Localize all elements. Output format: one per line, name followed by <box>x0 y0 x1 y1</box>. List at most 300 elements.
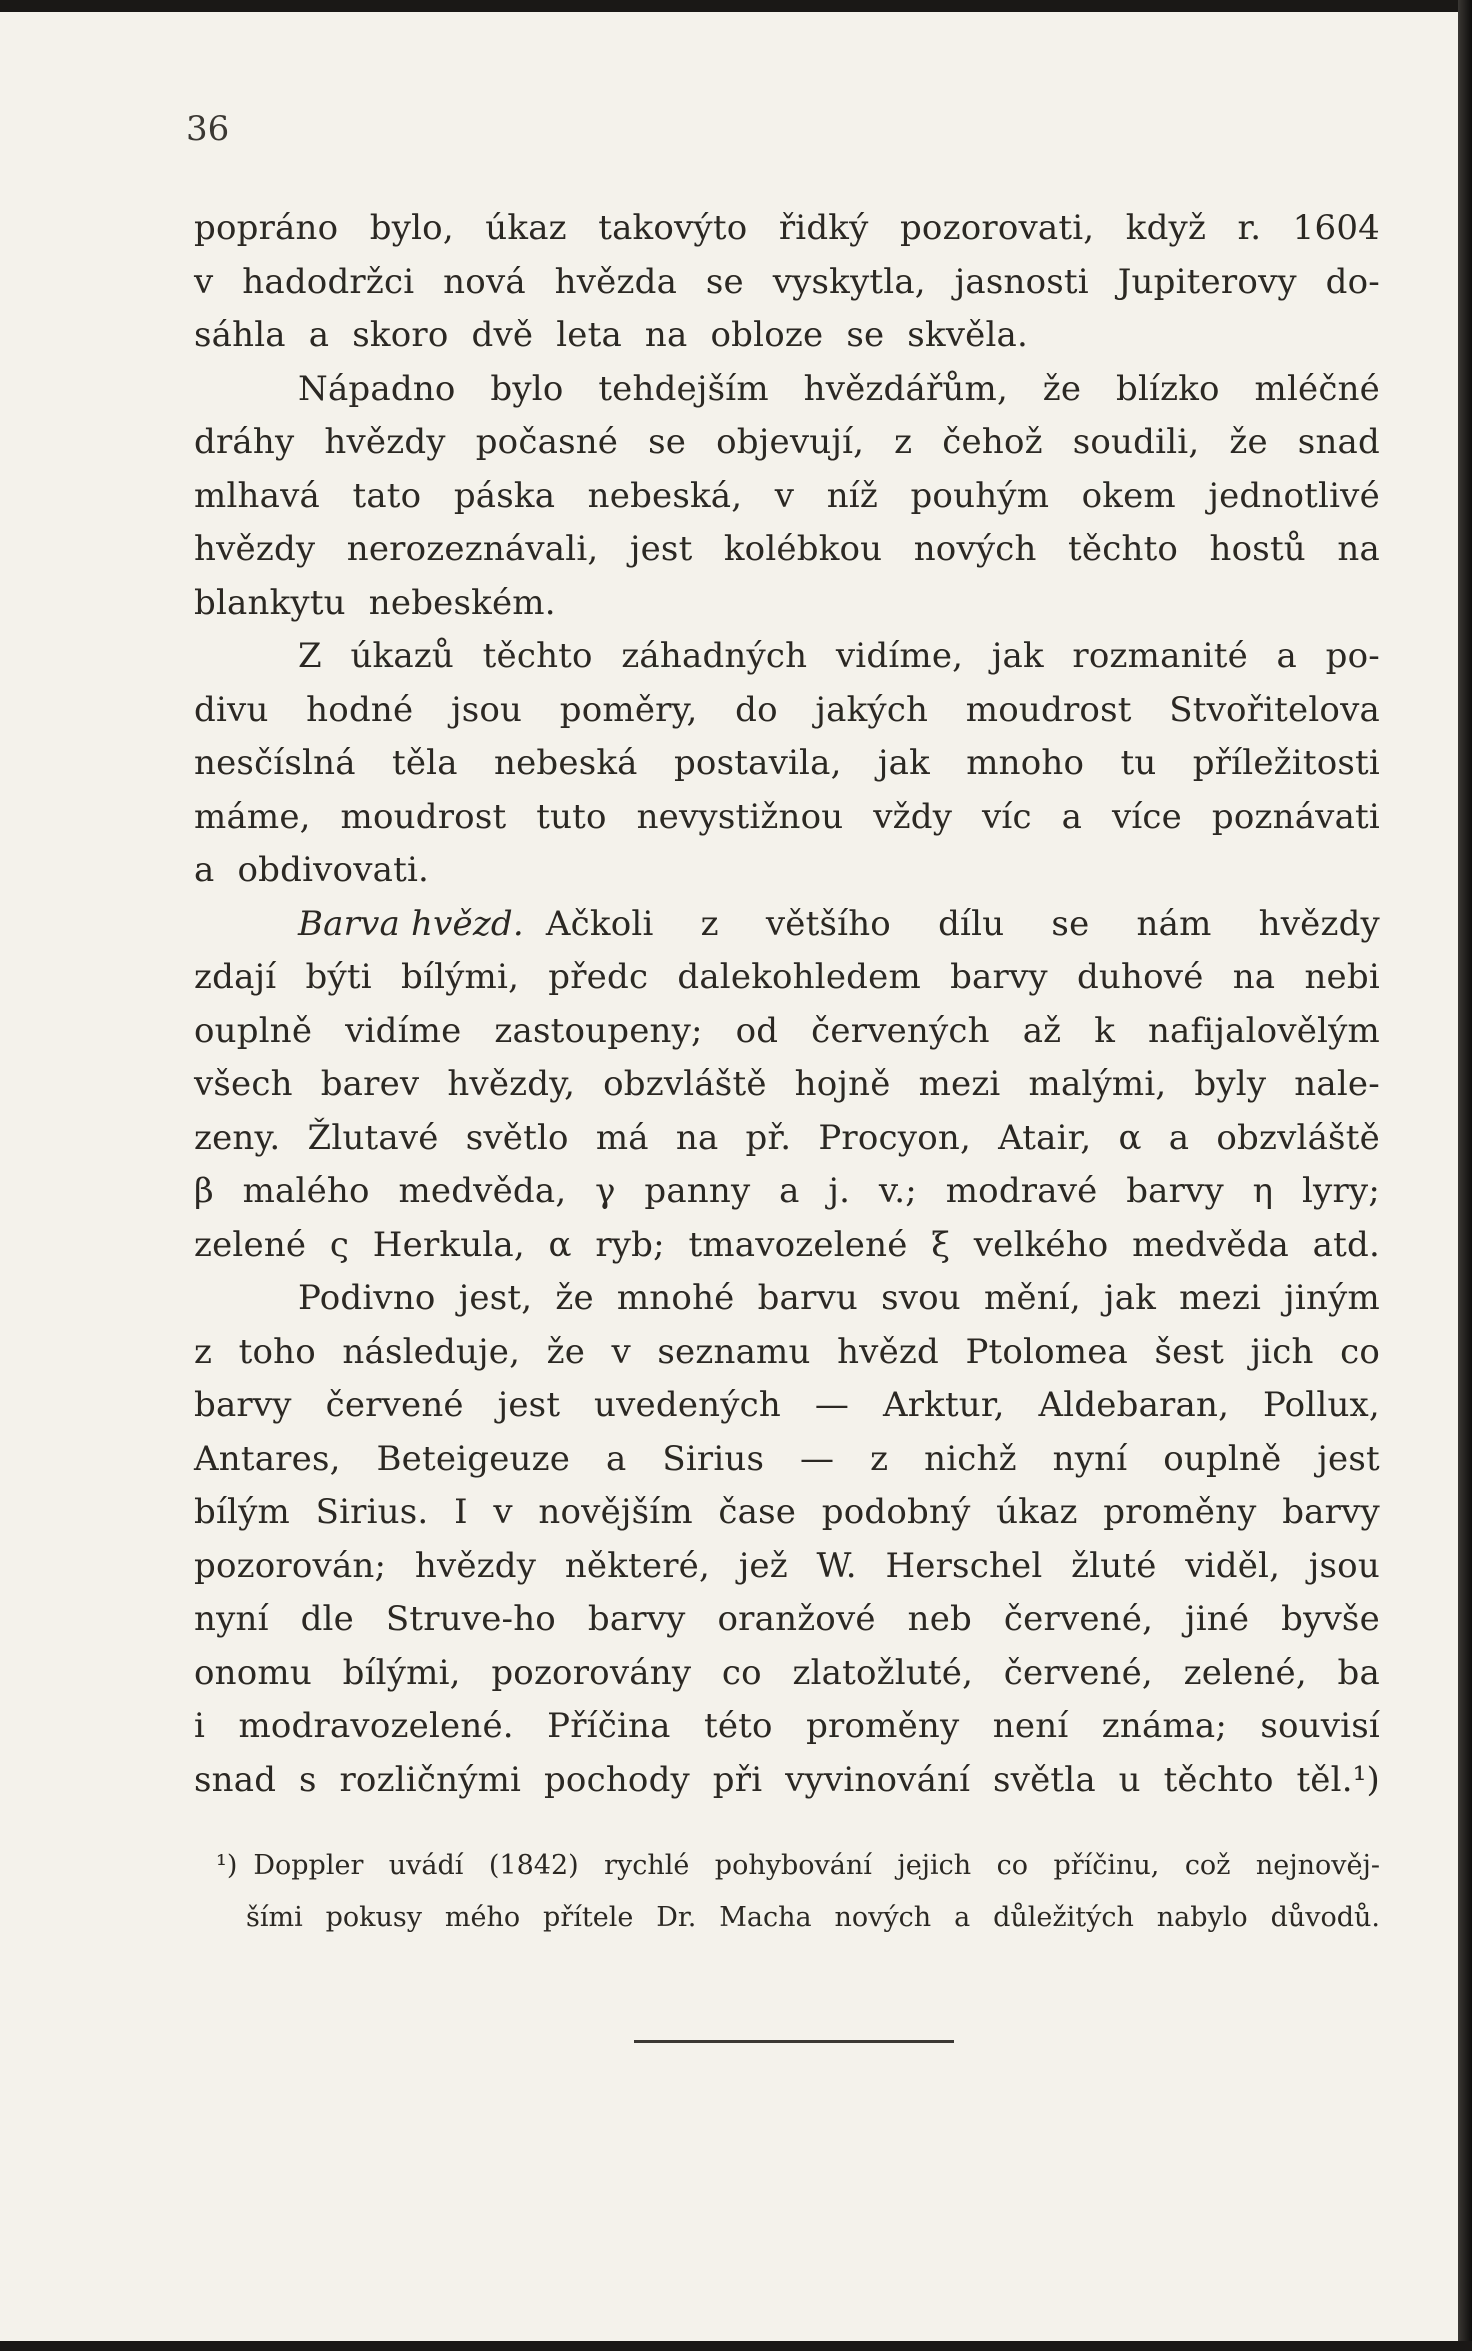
word: z <box>894 422 913 462</box>
word: hvězdy <box>194 529 316 569</box>
word: divu <box>194 689 269 730</box>
word: j. <box>828 1171 851 1211</box>
word: nových <box>913 529 1037 569</box>
word: počasné <box>475 422 619 462</box>
word: hvězdy <box>324 422 446 462</box>
word: poznávati <box>1211 796 1380 837</box>
word: žluté <box>1071 1545 1157 1586</box>
word: bílými, <box>401 957 520 997</box>
word: toho <box>238 1331 316 1372</box>
word: pozorovány <box>491 1652 692 1693</box>
word: zelené, <box>1183 1652 1307 1693</box>
word: dle <box>300 1599 354 1639</box>
word: světla <box>993 1759 1096 1800</box>
text-line <box>194 1058 1380 1112</box>
word: oranžové <box>717 1599 876 1639</box>
word: pozorován; <box>194 1545 387 1586</box>
word: souvisí <box>1260 1706 1380 1746</box>
word: jednotlivé <box>1208 475 1380 516</box>
word: červených <box>811 1010 990 1051</box>
word: hvězdy <box>414 1545 537 1586</box>
word: bílým <box>194 1492 290 1532</box>
word: mnoho <box>966 743 1085 783</box>
word: z <box>194 1331 213 1372</box>
word: se <box>705 261 744 302</box>
word: Ptolomea <box>965 1331 1129 1372</box>
word: jiným <box>1284 1278 1380 1318</box>
word: velkého <box>973 1224 1109 1265</box>
word: objevují, <box>716 422 865 462</box>
word: Doppler <box>253 1850 364 1881</box>
word: seznamu <box>657 1331 811 1372</box>
word: Procyon, <box>818 1117 971 1158</box>
scan-edge-right <box>1458 0 1472 2351</box>
word: páska <box>453 475 556 516</box>
word: a <box>1168 1117 1190 1158</box>
word: modravé <box>945 1171 1098 1211</box>
word: býti <box>305 957 372 997</box>
word: a <box>954 1902 971 1933</box>
word: jak <box>1104 1278 1157 1318</box>
word: γ <box>595 1171 616 1211</box>
word: následuje, <box>342 1331 521 1372</box>
word: úkaz <box>485 208 567 248</box>
word: nevystižnou <box>636 796 844 837</box>
word: panny <box>644 1171 751 1211</box>
body-text <box>194 202 1380 1807</box>
text-line <box>194 1647 1380 1701</box>
word: v <box>611 1331 631 1372</box>
word: když <box>1125 208 1207 248</box>
word: hvězdy, <box>447 1064 576 1104</box>
word: na <box>675 1117 719 1158</box>
word: k <box>1094 1010 1116 1051</box>
word: v <box>774 475 795 516</box>
word: se <box>1051 903 1090 944</box>
word: obzvláště <box>1216 1117 1380 1158</box>
word: čase <box>718 1492 797 1532</box>
word: těchto <box>1163 1759 1274 1800</box>
word: barvy <box>194 1385 292 1425</box>
word: snad <box>1297 422 1380 462</box>
word: níž <box>826 475 878 516</box>
word: z <box>870 1438 889 1479</box>
word: vyskytla, <box>772 261 926 302</box>
word: na <box>1232 957 1276 997</box>
word: moudrost <box>340 796 507 837</box>
word: modravozelené. <box>238 1706 514 1746</box>
word: tmavozelené <box>688 1224 908 1265</box>
word: β <box>194 1171 214 1211</box>
word: až <box>1022 1010 1062 1051</box>
word: jsou <box>1308 1545 1380 1586</box>
word: mezi <box>918 1064 1001 1104</box>
word: zdají <box>194 957 277 997</box>
word: nerozeznávali, <box>346 529 599 569</box>
word: jsou <box>450 689 523 730</box>
footnotes <box>194 1840 1380 1944</box>
word: a <box>779 1171 800 1211</box>
word: vyvinování <box>785 1759 971 1800</box>
text-line <box>194 791 1380 845</box>
word: má <box>595 1117 649 1158</box>
word: šest <box>1154 1331 1224 1372</box>
word: novějším <box>538 1492 693 1532</box>
word: zelené <box>194 1224 307 1265</box>
word: a <box>1276 636 1298 676</box>
text-line <box>194 416 1380 470</box>
text-line <box>194 1219 1380 1273</box>
word: uvádí <box>388 1850 464 1881</box>
text-line <box>194 1700 1380 1754</box>
word: ba <box>1337 1652 1380 1693</box>
word: nová <box>443 261 526 302</box>
word: známa; <box>1101 1706 1227 1746</box>
word: viděl, <box>1185 1545 1281 1586</box>
word: Podivno <box>298 1278 436 1318</box>
word: jiné <box>1184 1599 1250 1639</box>
word: proměny <box>1103 1492 1257 1532</box>
word: r. <box>1237 208 1262 248</box>
word: 1604 <box>1292 208 1380 248</box>
text-line-rest <box>546 898 1380 952</box>
word: atd. <box>1312 1224 1380 1265</box>
word: barvy <box>1282 1492 1380 1532</box>
word: jest <box>629 529 693 569</box>
text-line <box>194 1754 1380 1808</box>
word: zastoupeny; <box>494 1010 703 1051</box>
word: nafijalovělým <box>1147 1010 1380 1051</box>
word: onomu <box>194 1652 312 1693</box>
word: nichž <box>924 1438 1017 1479</box>
word: důležitých <box>993 1902 1134 1933</box>
word: lyry; <box>1301 1171 1380 1211</box>
word: mezi <box>1179 1278 1262 1318</box>
word: co <box>996 1850 1029 1881</box>
text-line <box>194 1486 1380 1540</box>
word: duhové <box>1076 957 1204 997</box>
word: máme, <box>194 796 311 837</box>
word: důvodů. <box>1270 1902 1380 1933</box>
word: jak <box>991 636 1044 676</box>
footnote-mark: ¹) <box>216 1850 238 1881</box>
text-line: a obdivovati. <box>194 850 430 890</box>
word: úkazů <box>350 636 455 676</box>
word: všech <box>194 1064 293 1104</box>
word: Herkula, <box>372 1224 525 1265</box>
word: co <box>721 1652 762 1693</box>
text-line <box>194 1165 1380 1219</box>
text-line: blankytu nebeském. <box>194 582 556 623</box>
word: ξ <box>931 1224 951 1265</box>
word: s <box>299 1759 317 1800</box>
word: dalekohledem <box>677 957 921 997</box>
word: Příčina <box>547 1706 671 1746</box>
text-line <box>194 1112 1380 1166</box>
word: Beteigeuze <box>376 1438 571 1479</box>
word: hadodržci <box>242 261 415 302</box>
word: v <box>194 261 214 302</box>
word: těchto <box>1068 529 1179 569</box>
text-line <box>194 1005 1380 1059</box>
word: α <box>548 1224 572 1265</box>
footnote-line <box>194 1892 1380 1944</box>
word: kolébkou <box>723 529 883 569</box>
word: pohybování <box>714 1850 872 1881</box>
text-line <box>194 1272 1380 1326</box>
word: Jupiterovy <box>1117 261 1297 302</box>
word: předc <box>548 957 649 997</box>
word: barvu <box>757 1278 858 1318</box>
word: W. <box>816 1545 857 1586</box>
word: (1842) <box>488 1850 579 1881</box>
word: rozmanité <box>1072 636 1248 676</box>
footnote-line <box>194 1840 1380 1892</box>
word: — <box>814 1385 850 1425</box>
word: od <box>735 1010 779 1051</box>
word: barvy <box>950 957 1048 997</box>
word: moudrost <box>965 689 1132 730</box>
word: nesčíslná <box>194 743 356 783</box>
word: rychlé <box>604 1850 690 1881</box>
word: při <box>712 1759 763 1800</box>
word: malými, <box>1028 1064 1167 1104</box>
text-line <box>194 363 1380 417</box>
word: mění, <box>983 1278 1081 1318</box>
word: úkaz <box>996 1492 1078 1532</box>
word: po- <box>1325 636 1380 676</box>
word: medvěda <box>1132 1224 1289 1265</box>
word: vždy <box>873 796 953 837</box>
word: zlatožluté, <box>792 1652 974 1693</box>
word: uvedených <box>594 1385 782 1425</box>
text-line <box>194 202 1380 256</box>
word: Sirius <box>662 1438 765 1479</box>
word: těchto <box>482 636 593 676</box>
word: rozličnými <box>339 1759 522 1800</box>
word: víc <box>982 796 1032 837</box>
word: jak <box>877 743 930 783</box>
word: — <box>800 1438 835 1479</box>
word: tuto <box>536 796 607 837</box>
word: poměry, <box>559 689 698 730</box>
word: jest, <box>458 1278 533 1318</box>
end-rule <box>634 2040 954 2043</box>
word: Z <box>298 636 322 676</box>
word: dílu <box>938 903 1005 944</box>
word: η <box>1252 1171 1274 1211</box>
text-line: sáhla a skoro dvě leta na obloze se skvěla. <box>194 315 1029 355</box>
word: jasnosti <box>954 261 1089 302</box>
word: že <box>1229 422 1268 462</box>
word: těl.¹) <box>1296 1759 1380 1800</box>
word: a <box>605 1438 627 1479</box>
word: nových <box>834 1902 932 1933</box>
word: červené <box>325 1385 464 1425</box>
word: hojně <box>794 1064 891 1104</box>
word: šími <box>246 1902 303 1933</box>
word: barev <box>320 1064 420 1104</box>
word: zeny. <box>194 1117 281 1158</box>
word: Atair, <box>998 1117 1092 1158</box>
book-page <box>0 12 1458 2341</box>
text-line <box>194 256 1380 310</box>
text-line <box>194 1379 1380 1433</box>
word: ryb; <box>595 1224 665 1265</box>
word: podobný <box>821 1492 971 1532</box>
word: více <box>1111 796 1182 837</box>
word: mého <box>444 1902 521 1933</box>
word: neb <box>907 1599 972 1639</box>
word: hodné <box>306 689 414 730</box>
word: i <box>194 1706 206 1746</box>
word: nale- <box>1294 1064 1380 1104</box>
word: tehdejším <box>598 368 769 409</box>
word: hvězdy <box>1258 903 1380 944</box>
word: nebeská <box>494 743 638 783</box>
word: záhadných <box>621 636 808 676</box>
word: příčinu, <box>1053 1850 1160 1881</box>
word: Sirius. <box>315 1492 429 1532</box>
word: Stvořitelova <box>1169 689 1380 730</box>
text-line <box>194 737 1380 791</box>
word: jakých <box>815 689 929 730</box>
word: postavila, <box>673 743 842 783</box>
word: Macha <box>719 1902 812 1933</box>
word: nyní <box>194 1599 269 1639</box>
word: přítele <box>543 1902 634 1933</box>
word: v <box>493 1492 513 1532</box>
word: dráhy <box>194 422 295 462</box>
word: nebeská, <box>587 475 743 516</box>
word: mlhavá <box>194 475 320 516</box>
word: čehož <box>942 422 1043 462</box>
text-line <box>194 1433 1380 1487</box>
scan-edge-top <box>0 0 1472 12</box>
word: Dr. <box>656 1902 697 1933</box>
word: červené, <box>1003 1652 1153 1693</box>
word: jest <box>1317 1438 1380 1479</box>
word: nyní <box>1052 1438 1128 1479</box>
word: blízko <box>1116 368 1220 409</box>
word: v.; <box>878 1171 917 1211</box>
word: Herschel <box>885 1545 1043 1586</box>
word: bílými, <box>342 1652 461 1693</box>
word: jež <box>738 1545 788 1586</box>
text-line <box>194 684 1380 738</box>
word: okem <box>1081 475 1176 516</box>
word: svou <box>881 1278 961 1318</box>
word: světlo <box>465 1117 569 1158</box>
word: vidíme, <box>835 636 964 676</box>
word: se <box>648 422 687 462</box>
word: z <box>700 903 719 944</box>
word: α <box>1118 1117 1142 1158</box>
word: popráno <box>194 208 339 248</box>
text-line <box>194 1593 1380 1647</box>
word: Žlutavé <box>307 1117 439 1158</box>
word: do <box>735 689 778 730</box>
word: u <box>1118 1759 1141 1800</box>
word: pochody <box>543 1759 690 1800</box>
text-line <box>194 523 1380 577</box>
word: nám <box>1136 903 1212 944</box>
word: Ačkoli <box>545 903 654 944</box>
word: hvězda <box>554 261 678 302</box>
word: že <box>555 1278 594 1318</box>
word: mnohé <box>616 1278 735 1318</box>
word: obzvláště <box>603 1064 767 1104</box>
word: že <box>1042 368 1082 409</box>
word: nabylo <box>1156 1902 1248 1933</box>
word: tato <box>352 475 422 516</box>
scan-edge-bottom <box>0 2341 1472 2351</box>
footnote-text <box>253 1840 1380 1892</box>
word: Arktur, <box>882 1385 1005 1425</box>
word: malého <box>242 1171 370 1211</box>
word: ouplně <box>1163 1438 1282 1479</box>
word: a <box>1061 796 1083 837</box>
word: řidký <box>778 208 869 248</box>
text-line-with-heading <box>194 898 1380 952</box>
word: Antares, <box>194 1438 341 1479</box>
word: této <box>704 1706 773 1746</box>
word: jest <box>497 1385 561 1425</box>
word: bylo <box>490 368 564 409</box>
word: barvy <box>587 1599 686 1639</box>
word: pokusy <box>325 1902 423 1933</box>
word: Pollux, <box>1262 1385 1380 1425</box>
word: takovýto <box>598 208 748 248</box>
word: bylo, <box>369 208 454 248</box>
word: hvězd <box>837 1331 939 1372</box>
word: že <box>546 1331 586 1372</box>
word: jejich <box>897 1850 972 1881</box>
word: co <box>1340 1331 1380 1372</box>
word: ouplně <box>194 1010 313 1051</box>
word: což <box>1184 1850 1231 1881</box>
word: snad <box>194 1759 277 1800</box>
section-heading: Barva hvězd. <box>298 903 524 944</box>
word: mléčné <box>1254 368 1380 409</box>
word: ς <box>329 1224 350 1265</box>
word: příležitosti <box>1192 743 1380 783</box>
word: byly <box>1194 1064 1267 1104</box>
word: Aldebaran, <box>1038 1385 1230 1425</box>
word: na <box>1337 529 1380 569</box>
word: červené, <box>1003 1599 1154 1639</box>
word: většího <box>765 903 891 944</box>
word: těla <box>391 743 458 783</box>
word: I <box>454 1492 468 1532</box>
word: soudili, <box>1072 422 1200 462</box>
text-line <box>194 951 1380 1005</box>
word: Nápadno <box>298 368 456 409</box>
word: tu <box>1120 743 1157 783</box>
word: př. <box>745 1117 792 1158</box>
word: barvy <box>1126 1171 1224 1211</box>
word: pouhým <box>910 475 1050 516</box>
word: nejnověj- <box>1255 1850 1380 1881</box>
text-line <box>194 630 1380 684</box>
word: hvězdářům, <box>803 368 1008 409</box>
text-line <box>194 1540 1380 1594</box>
word: pozorovati, <box>899 208 1095 248</box>
word: proměny <box>806 1706 960 1746</box>
word: do- <box>1325 261 1380 302</box>
word: nebi <box>1304 957 1380 997</box>
word: jich <box>1250 1331 1314 1372</box>
